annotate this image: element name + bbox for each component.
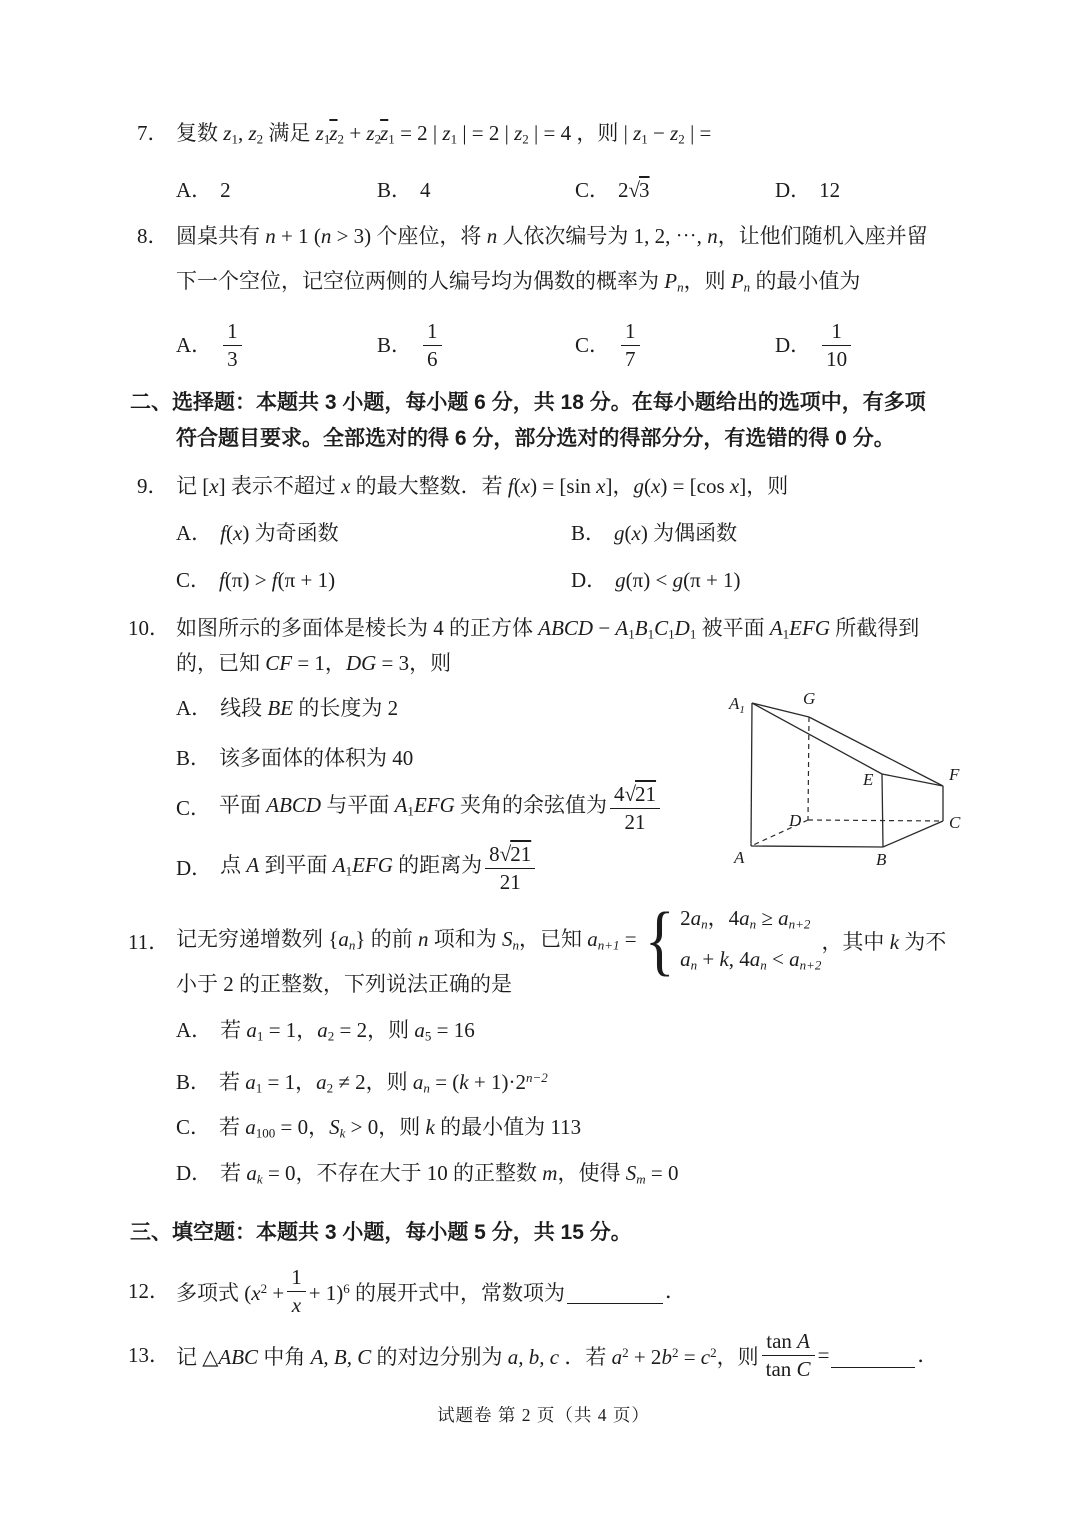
q9-option-c (176, 565, 335, 595)
q11-option-a (176, 1015, 475, 1052)
q7-option-b (377, 175, 431, 205)
q10-option-a-text: 线段 BE 的长度为 2 (220, 696, 399, 720)
fraction-denominator: tan C (762, 1355, 815, 1381)
q8-option-b-label: B． (377, 333, 413, 358)
fraction-numerator: tan A (766, 1328, 810, 1353)
question-8-stem-line-1 (137, 221, 928, 251)
question-13-number: 13． (128, 1343, 170, 1367)
q11-option-a-label: A． (176, 1018, 213, 1042)
fraction-denominator: 10 (822, 345, 851, 371)
q11-option-d-label: D． (176, 1161, 213, 1185)
question-11-stem-2: 小于 2 的正整数，下列说法正确的是 (176, 972, 512, 996)
vertex-label-c: C (949, 813, 961, 832)
question-9-number: 9． (137, 474, 169, 498)
q9-option-c-label: C． (176, 568, 212, 592)
q10-option-b-label: B． (176, 746, 212, 770)
question-10-number: 10． (128, 616, 170, 640)
q8-option-a-label: A． (176, 333, 213, 358)
q10-option-d-label: D． (176, 856, 213, 881)
q10-option-d-text: 点 A 到平面 A1EFG 的距离为 (220, 852, 483, 879)
fraction (621, 319, 640, 371)
q7-option-a (176, 175, 231, 205)
question-12-stem-post: + 1)$^6$ 的展开式中，常数项为 (308, 1280, 566, 1306)
q11-option-d-text: 若 ak = 0，不存在大于 10 的正整数 m，使得 Sm = 0 (220, 1161, 679, 1187)
q9-option-a-label: A． (176, 521, 213, 545)
q9-option-a (176, 518, 339, 548)
question-10-stem-2: 的，已知 CF = 1，DG = 3，则 (176, 651, 452, 675)
section-2-heading-line-2: 符合题目要求。全部选对的得 6 分，部分选对的得部分分，有选错的得 0 分。 (176, 427, 895, 450)
answer-blank (567, 1279, 663, 1304)
vertex-label-a: A (734, 848, 745, 867)
question-11-stem-post: ，其中 k 为不 (821, 930, 947, 954)
q7-option-a-text: 2 (220, 178, 231, 202)
q9-option-d-text: g(π) < g(π + 1) (615, 568, 741, 592)
cases-brace: { (644, 896, 675, 983)
q7-option-a-label: A． (176, 178, 213, 202)
question-12-end-punct: ． (665, 1279, 687, 1303)
vertex-label-g: G (803, 689, 816, 708)
q9-option-b (571, 518, 737, 548)
q7-option-c-text: 2√3 (618, 178, 650, 202)
q10-option-b-text: 该多面体的体积为 40 (219, 746, 414, 770)
fraction (287, 1265, 306, 1317)
q8-option-a (176, 319, 245, 371)
question-10-stem-1: 如图所示的多面体是棱长为 4 的正方体 ABCD − A1B1C1D1 被平面 A1EFG 所截得到 (176, 616, 920, 642)
question-10-stem-line-1 (128, 613, 919, 650)
q10-option-a-label: A． (176, 696, 213, 720)
fraction (485, 842, 535, 894)
question-8-stem-2: 下一个空位，记空位两侧的人编号均为偶数的概率为 Pn，则 Pn 的最小值为 (176, 269, 861, 295)
figure-vertex-labels (728, 689, 961, 869)
q9-option-a-text: f(x) 为奇函数 (220, 521, 339, 545)
question-13-end-punct: ． (917, 1343, 939, 1367)
polyhedron-figure (726, 688, 994, 880)
fraction-denominator: 7 (621, 345, 640, 371)
q9-option-c-text: f(π) > f(π + 1) (219, 568, 336, 592)
q10-option-a (176, 693, 398, 723)
question-11-stem-pre: 记无穷递增数列 {an} 的前 n 项和为 Sn，已知 an+1 = (176, 926, 637, 953)
fraction (223, 319, 242, 371)
piecewise-case-2: an + k, 4an < an+2 (680, 947, 822, 973)
q9-option-d (571, 565, 741, 595)
q11-option-c-text: 若 a100 = 0，Sk > 0，则 k 的最小值为 113 (219, 1115, 582, 1141)
figure-solid-edges (751, 703, 943, 847)
q9-option-b-text: g(x) 为偶函数 (614, 521, 738, 545)
section-3-heading: 三、填空题：本题共 3 小题，每小题 5 分，共 15 分。 (130, 1221, 632, 1244)
fraction-numerator: 4√21 (614, 782, 657, 806)
answer-blank (831, 1343, 915, 1368)
section-2-heading-line-1: 二、选择题：本题共 3 小题，每小题 6 分，共 18 分。在每小题给出的选项中，有多项 (130, 391, 926, 414)
q11-option-a-text: 若 a1 = 1，a2 = 2，则 a5 = 16 (220, 1018, 475, 1044)
q10-option-b (176, 743, 413, 773)
fraction-numerator: 8√21 (489, 842, 532, 866)
fraction (610, 782, 660, 834)
question-13-line (128, 1327, 938, 1383)
question-13-stem-post: = (817, 1343, 830, 1367)
q11-option-c-label: C． (176, 1115, 212, 1139)
question-10-stem-line-2 (176, 648, 451, 678)
question-9-stem: 记 [x] 表示不超过 x 的最大整数．若 f(x) = [sin x]，g(x) = [cos x]，则 (176, 474, 789, 498)
q7-option-c (575, 175, 650, 205)
q7-option-c-label: C． (575, 178, 611, 202)
q8-option-b (377, 319, 445, 371)
fraction-numerator: 1 (427, 319, 438, 343)
fraction-denominator: x (287, 1291, 306, 1317)
question-13-stem-pre: 记 △ABC 中角 A, B, C 的对边分别为 a, b, c ．若 $a^2 + 2b^2 = c^2$，则 (176, 1344, 759, 1370)
question-7-number: 7． (137, 121, 169, 145)
q10-option-d (176, 842, 538, 894)
fraction-numerator: 1 (291, 1264, 302, 1289)
question-8-number: 8． (137, 224, 169, 248)
piecewise-case-1: 2an，4an ≥ an+2 (680, 906, 811, 932)
question-7-stem-line (137, 118, 711, 155)
q7-option-d (775, 175, 840, 205)
vertex-label-e: E (863, 770, 874, 789)
question-8-stem-line-2 (176, 266, 860, 303)
question-11-number: 11． (128, 930, 170, 954)
q8-option-d-label: D． (775, 333, 812, 358)
fraction-numerator: 1 (625, 319, 636, 343)
vertex-label-a1: $A_1$ (729, 694, 745, 716)
question-11-stem-line-2 (176, 969, 512, 999)
q10-option-c-text: 平面 ABCD 与平面 A1EFG 夹角的余弦值为 (219, 792, 608, 819)
q11-option-d (176, 1158, 678, 1195)
fraction-denominator: 6 (423, 345, 442, 371)
q10-option-c-label: C． (176, 796, 212, 821)
q11-option-b-text: 若 a1 = 1，a2 ≠ 2，则 an = $(k + 1)\cdot 2^{n-2}$ (219, 1070, 548, 1096)
q7-option-d-label: D． (775, 178, 812, 202)
q8-option-c (575, 319, 643, 371)
fraction (822, 319, 851, 371)
vertex-label-b: B (876, 850, 887, 869)
q11-option-c (176, 1112, 581, 1149)
fraction-denominator: 21 (610, 808, 660, 834)
fraction (762, 1329, 815, 1381)
question-8-stem-1: 圆桌共有 n + 1 (n > 3) 个座位，将 n 人依次编号为 1, 2, ⋯, n，让他们随机入座并留 (176, 224, 928, 248)
fraction-numerator: 1 (227, 319, 238, 343)
q8-option-d (775, 319, 854, 371)
q9-option-b-label: B． (571, 521, 607, 545)
question-9-stem-line (137, 471, 788, 501)
q7-option-b-label: B． (377, 178, 413, 202)
q11-option-b (176, 1063, 548, 1104)
fraction-denominator: 21 (485, 868, 535, 894)
question-12-number: 12． (128, 1279, 170, 1303)
q8-option-c-label: C． (575, 333, 611, 358)
vertex-label-f: F (949, 765, 960, 784)
vertex-label-d: D (789, 811, 802, 830)
q7-option-d-text: 12 (819, 178, 841, 202)
q7-option-b-text: 4 (420, 178, 431, 202)
page-footer: 试题卷 第 2 页（共 4 页） (437, 1405, 650, 1425)
question-12-stem-pre: 多项式 ($x^2$ + (176, 1280, 285, 1306)
fraction-numerator: 1 (831, 319, 842, 343)
q11-option-b-label: B． (176, 1070, 212, 1095)
q10-option-c (176, 782, 663, 834)
q9-option-d-label: D． (571, 568, 608, 592)
question-12-line (128, 1262, 686, 1320)
fraction (423, 319, 442, 371)
fraction-denominator: 3 (223, 345, 242, 371)
piecewise-cases (680, 901, 821, 982)
question-7-stem: 复数 z1, z2 满足 $z1\overline{z}2 + z2\overline{z}1 = 2$ | z1 | = 2 | z2 | = 4 ，则 | z1 − z2 | = (176, 121, 712, 147)
